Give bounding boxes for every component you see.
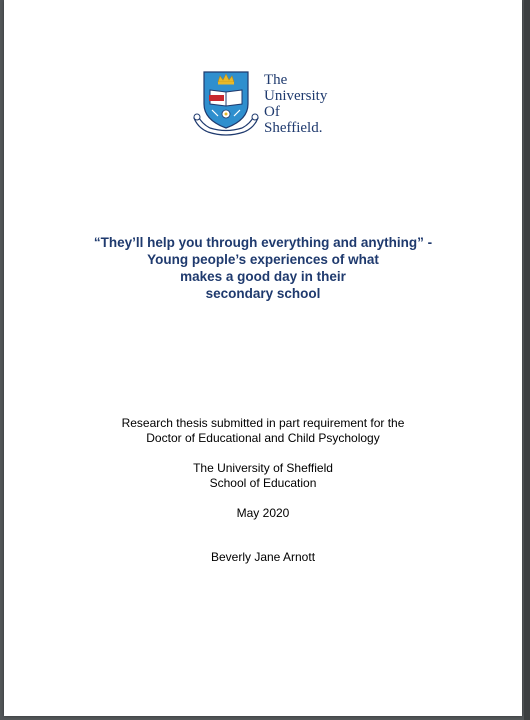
wordmark-line-3: Of (264, 104, 280, 120)
wordmark-line-4: Sheffield. (264, 120, 323, 136)
vertical-scrollbar[interactable] (524, 0, 530, 720)
title-line-2: Young people’s experiences of what (147, 252, 379, 267)
institution-block (4, 461, 522, 491)
submission-line-1: Research thesis submitted in part requirement for the (121, 416, 405, 430)
title-line-3: makes a good day in their (180, 269, 346, 284)
title-line-1: “They’ll help you through everything and anything” - (93, 235, 433, 250)
document-page (4, 0, 522, 716)
submission-statement (4, 416, 522, 446)
submission-line-2: Doctor of Educational and Child Psychology (146, 431, 380, 445)
institution-name: The University of Sheffield (193, 461, 333, 475)
author-name: Beverly Jane Arnott (210, 550, 316, 564)
thesis-title (4, 234, 522, 302)
university-logo (192, 68, 342, 140)
university-wordmark (264, 72, 327, 136)
wordmark-line-1: The (264, 72, 288, 88)
school-name: School of Education (209, 476, 317, 490)
submission-date: May 2020 (236, 506, 290, 520)
wordmark-line-2: University (264, 88, 328, 104)
university-crest-icon (192, 68, 260, 138)
title-line-4: secondary school (205, 286, 321, 301)
